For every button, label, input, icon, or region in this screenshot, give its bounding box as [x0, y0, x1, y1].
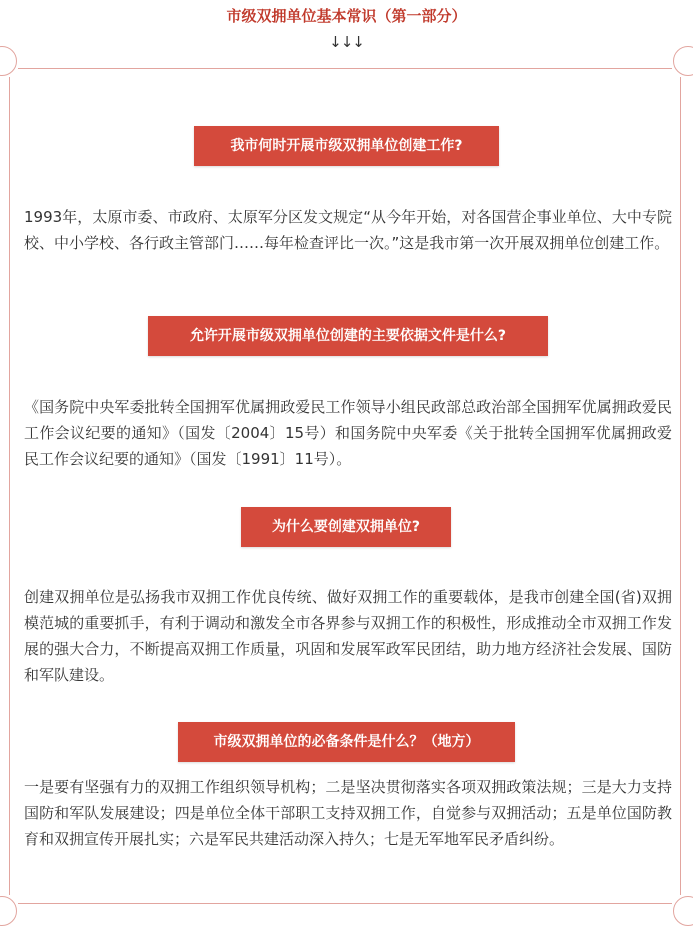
answer-paragraph-3: 创建双拥单位是弘扬我市双拥工作优良传统、做好双拥工作的重要载体，是我市创建全国(省)双拥模范城的重要抓手，有利于调动和激发全市各界参与双拥工作的积极性，形成推动全市双拥工作发展的强大合力，不断提高双拥工作质量，巩固和发展军政军民团结，助力地方经济社会发展、国防和军队建设。 — [24, 588, 672, 684]
corner-ornament-top-left — [2, 61, 18, 77]
corner-ornament-bottom-left — [2, 895, 18, 911]
corner-ornament-bottom-right — [672, 895, 688, 911]
corner-ornament-top-right — [672, 61, 688, 77]
answer-paragraph-4: 一是要有坚强有力的双拥工作组织领导机构；二是坚决贯彻落实各项双拥政策法规；三是大力支持国防和军队发展建设；四是单位全体干部职工支持双拥工作，自觉参与双拥活动；五是单位国防教育和双拥宣传开展扎实；六是军民共建活动深入持久；七是无军地军民矛盾纠纷。 — [24, 778, 672, 848]
page-title: 市级双拥单位基本常识（第一部分） — [226, 7, 467, 25]
down-arrows-icon: ↓↓↓ — [329, 33, 364, 51]
question-badge-3: 为什么要创建双拥单位? — [241, 507, 451, 547]
question-badge-4: 市级双拥单位的必备条件是什么？（地方） — [178, 722, 515, 762]
question-badge-1: 我市何时开展市级双拥单位创建工作? — [194, 126, 499, 166]
answer-paragraph-1: 1993年，太原市委、市政府、太原军分区发文规定“从今年开始，对各国营企事业单位、大中专院校、中小学校、各行政主管部门……每年检查评比一次。”这是我市第一次开展双拥单位创建工作。 — [24, 208, 672, 252]
answer-paragraph-2: 《国务院中央军委批转全国拥军优属拥政爱民工作领导小组民政部总政治部全国拥军优属拥政爱民工作会议纪要的通知》（国发〔2004〕15号）和国务院中央军委《关于批转全国拥军优属拥政爱民工作会议纪要的通知》（国发〔1991〕11号）。 — [24, 398, 672, 468]
question-badge-2: 允许开展市级双拥单位创建的主要依据文件是什么? — [148, 316, 548, 356]
